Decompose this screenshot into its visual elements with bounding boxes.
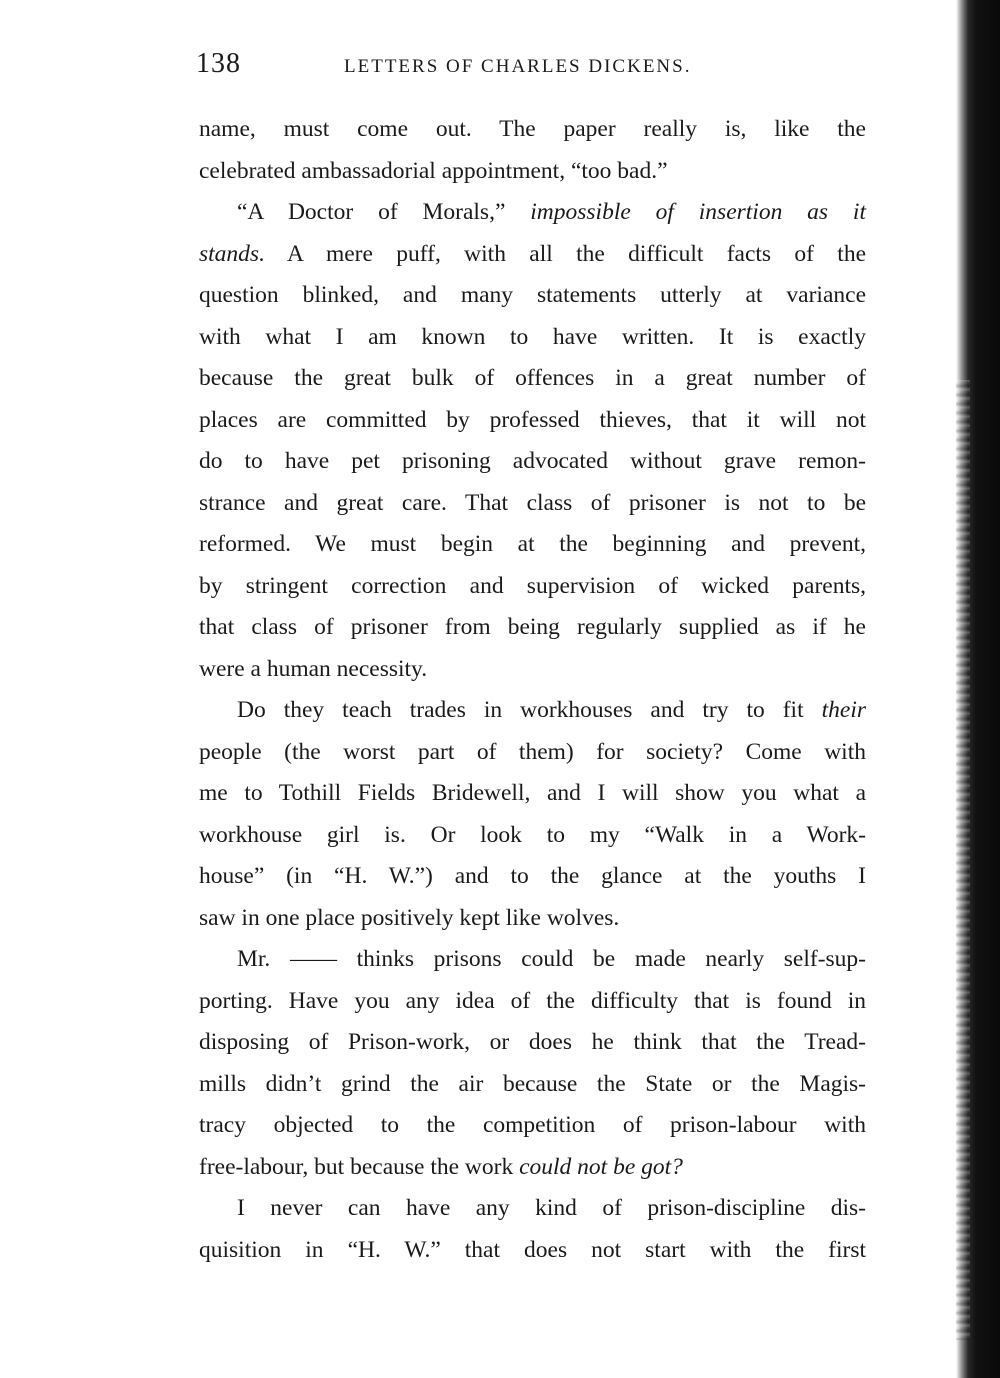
- text-line: Do they teach trades in workhouses and try to fit their: [237, 697, 866, 723]
- text-line: “A Doctor of Morals,” impossible of insertion as it: [237, 199, 866, 225]
- text-line: I never can have any kind of prison-discipline dis-: [237, 1195, 866, 1221]
- text-line: with what I am known to have written. It is exactly: [199, 323, 866, 350]
- text-line: saw in one place positively kept like wolves.: [199, 904, 620, 931]
- text-line: porting. Have you any idea of the difficulty that is found in: [199, 987, 866, 1014]
- text-line: workhouse girl is. Or look to my “Walk in a Work-: [199, 821, 866, 848]
- running-header: [196, 44, 868, 84]
- text-line: name, must come out. The paper really is, like the: [199, 116, 866, 142]
- text-line: tracy objected to the competition of prison-labour with: [199, 1112, 866, 1138]
- text-line: celebrated ambassadorial appointment, “too bad.”: [199, 157, 668, 184]
- text-line: Mr. —— thinks prisons could be made nearly self-sup-: [237, 946, 866, 972]
- page-number: 138: [196, 48, 241, 79]
- text-line: house” (in “H. W.”) and to the glance at the youths I: [199, 863, 866, 889]
- text-line: quisition in “H. W.” that does not start with the first: [199, 1236, 866, 1263]
- text-line: strance and great care. That class of prisoner is not to be: [199, 489, 866, 516]
- running-title: LETTERS OF CHARLES DICKENS.: [344, 56, 692, 77]
- book-spine-shadow: [956, 0, 1000, 1378]
- text-line: do to have pet prisoning advocated without grave remon-: [199, 448, 866, 474]
- text-line: disposing of Prison-work, or does he think that the Tread-: [199, 1029, 866, 1055]
- text-line: were a human necessity.: [199, 655, 428, 682]
- text-line: me to Tothill Fields Bridewell, and I will show you what a: [199, 780, 866, 806]
- text-line: because the great bulk of offences in a great number of: [199, 365, 866, 391]
- spine-texture: [956, 380, 970, 1340]
- text-line: free-labour, but because the work could not be got?: [199, 1153, 683, 1180]
- text-line: by stringent correction and supervision of wicked parents,: [199, 572, 866, 599]
- text-line: stands. A mere puff, with all the difficult facts of the: [199, 240, 866, 267]
- text-line: that class of prisoner from being regularly supplied as if he: [199, 614, 866, 640]
- text-line: places are committed by professed thieves, that it will not: [199, 406, 866, 433]
- text-line: mills didn’t grind the air because the State or the Magis-: [199, 1070, 866, 1097]
- text-line: question blinked, and many statements utterly at variance: [199, 282, 866, 308]
- body-text: [199, 109, 866, 1271]
- text-line: reformed. We must begin at the beginning and prevent,: [199, 531, 866, 557]
- text-line: people (the worst part of them) for society? Come with: [199, 738, 866, 765]
